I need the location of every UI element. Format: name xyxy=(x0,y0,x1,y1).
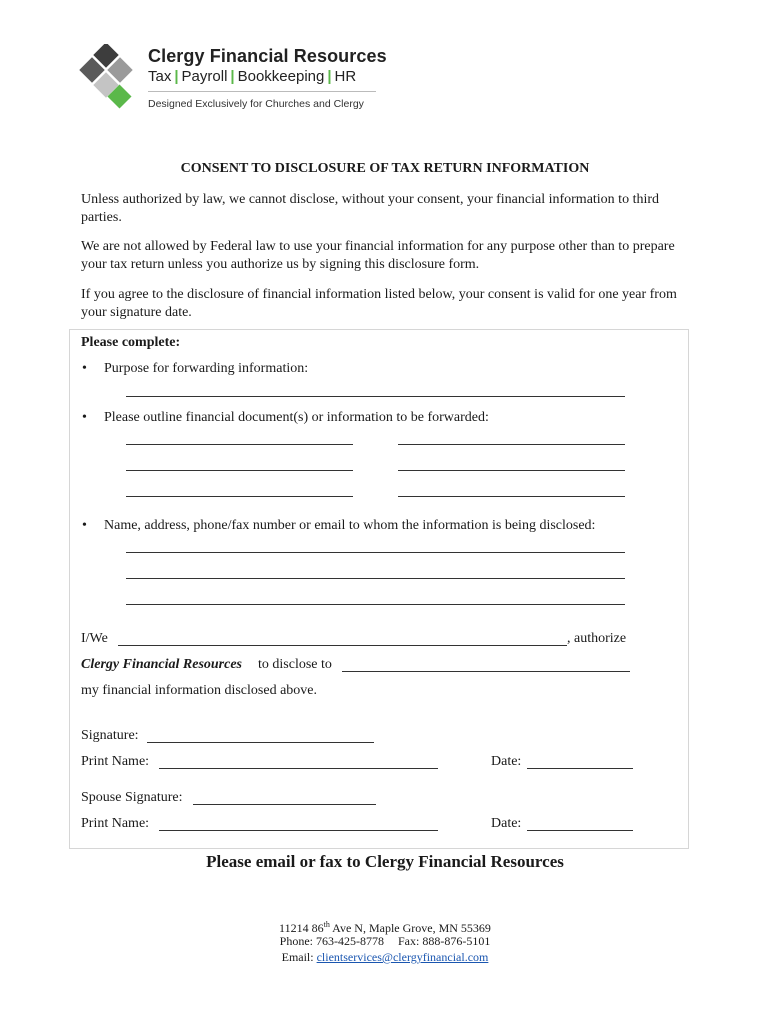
disclosed-above-text: my financial information disclosed above. xyxy=(81,683,317,698)
documents-input-line[interactable] xyxy=(126,444,353,445)
document-title: CONSENT TO DISCLOSURE OF TAX RETURN INFORMATION xyxy=(180,161,590,176)
brand-divider xyxy=(148,91,376,92)
footer-heading: Please email or fax to Clergy Financial Resources xyxy=(206,852,564,871)
signature-label: Signature: xyxy=(81,728,139,743)
purpose-input-line[interactable] xyxy=(126,396,625,397)
form-heading: Please complete: xyxy=(81,335,181,350)
service-bookkeeping: Bookkeeping xyxy=(237,68,325,85)
company-name: Clergy Financial Resources xyxy=(81,657,243,672)
brand-name: Clergy Financial Resources xyxy=(148,46,387,66)
print-name-input-line[interactable] xyxy=(159,768,438,769)
footer-phone-fax xyxy=(0,933,770,949)
footer-address: 11214 86th Ave N, Maple Grove, MN 55369 xyxy=(279,920,491,935)
documents-input-line[interactable] xyxy=(398,444,625,445)
bullet-icon: • xyxy=(82,361,87,376)
brand-services: Tax | Payroll | Bookkeeping | HR xyxy=(148,68,357,85)
disclose-to-input-line[interactable] xyxy=(342,671,630,672)
footer-email: Email: clientservices@clergyfinancial.com xyxy=(281,950,489,964)
item-recipient-label: Name, address, phone/fax number or email to whom the information is being disclosed: xyxy=(104,518,596,533)
documents-input-line[interactable] xyxy=(398,470,625,471)
recipient-input-line[interactable] xyxy=(126,552,625,553)
date-label: Date: xyxy=(491,754,522,769)
spouse-signature-label: Spouse Signature: xyxy=(81,790,183,805)
email-link[interactable]: clientservices@clergyfinancial.com xyxy=(316,950,489,964)
paragraph-federal-law: We are not allowed by Federal law to use your financial information for any purpose other than to prepare your tax return unless you authorize us by signing this disclosure form. xyxy=(81,239,675,272)
spouse-signature-input-line[interactable] xyxy=(193,804,376,805)
brand-tagline: Designed Exclusively for Churches and Clergy xyxy=(148,98,364,110)
iwe-label: I/We xyxy=(81,631,108,646)
company-logo xyxy=(78,44,398,110)
print-name-label: Print Name: xyxy=(81,754,150,769)
service-hr: HR xyxy=(334,68,357,85)
authorize-label: , authorize xyxy=(567,631,627,646)
date-input-line[interactable] xyxy=(527,768,633,769)
item-documents-label: Please outline financial document(s) or information to be forwarded: xyxy=(104,410,489,425)
service-payroll: Payroll xyxy=(181,68,228,85)
form-box xyxy=(69,329,689,849)
paragraph-consent-validity: If you agree to the disclosure of financial information listed below, your consent is valid for one year from your signature date. xyxy=(81,287,677,320)
signature-input-line[interactable] xyxy=(147,742,374,743)
recipient-input-line[interactable] xyxy=(126,578,625,579)
bullet-icon: • xyxy=(82,410,87,425)
spouse-print-name-label: Print Name: xyxy=(81,816,150,831)
footer-fax: Fax: 888-876-5101 xyxy=(398,934,491,948)
spouse-print-name-input-line[interactable] xyxy=(159,830,438,831)
paragraph-authorization: Unless authorized by law, we cannot disclose, without your consent, your financial information to third parties. xyxy=(81,192,660,225)
item-purpose-label: Purpose for forwarding information: xyxy=(104,361,309,376)
documents-input-line[interactable] xyxy=(126,496,353,497)
spouse-date-input-line[interactable] xyxy=(527,830,633,831)
name-input-line[interactable] xyxy=(118,645,567,646)
recipient-input-line[interactable] xyxy=(126,604,625,605)
footer-phone: Phone: 763-425-8778 xyxy=(279,934,384,948)
logo-diamond-icon xyxy=(78,44,142,110)
disclose-to-label: to disclose to xyxy=(258,657,332,672)
brand-text xyxy=(148,46,387,110)
service-tax: Tax xyxy=(148,68,172,85)
spouse-date-label: Date: xyxy=(491,816,522,831)
documents-input-line[interactable] xyxy=(398,496,625,497)
documents-input-line[interactable] xyxy=(126,470,353,471)
bullet-icon: • xyxy=(82,518,87,533)
